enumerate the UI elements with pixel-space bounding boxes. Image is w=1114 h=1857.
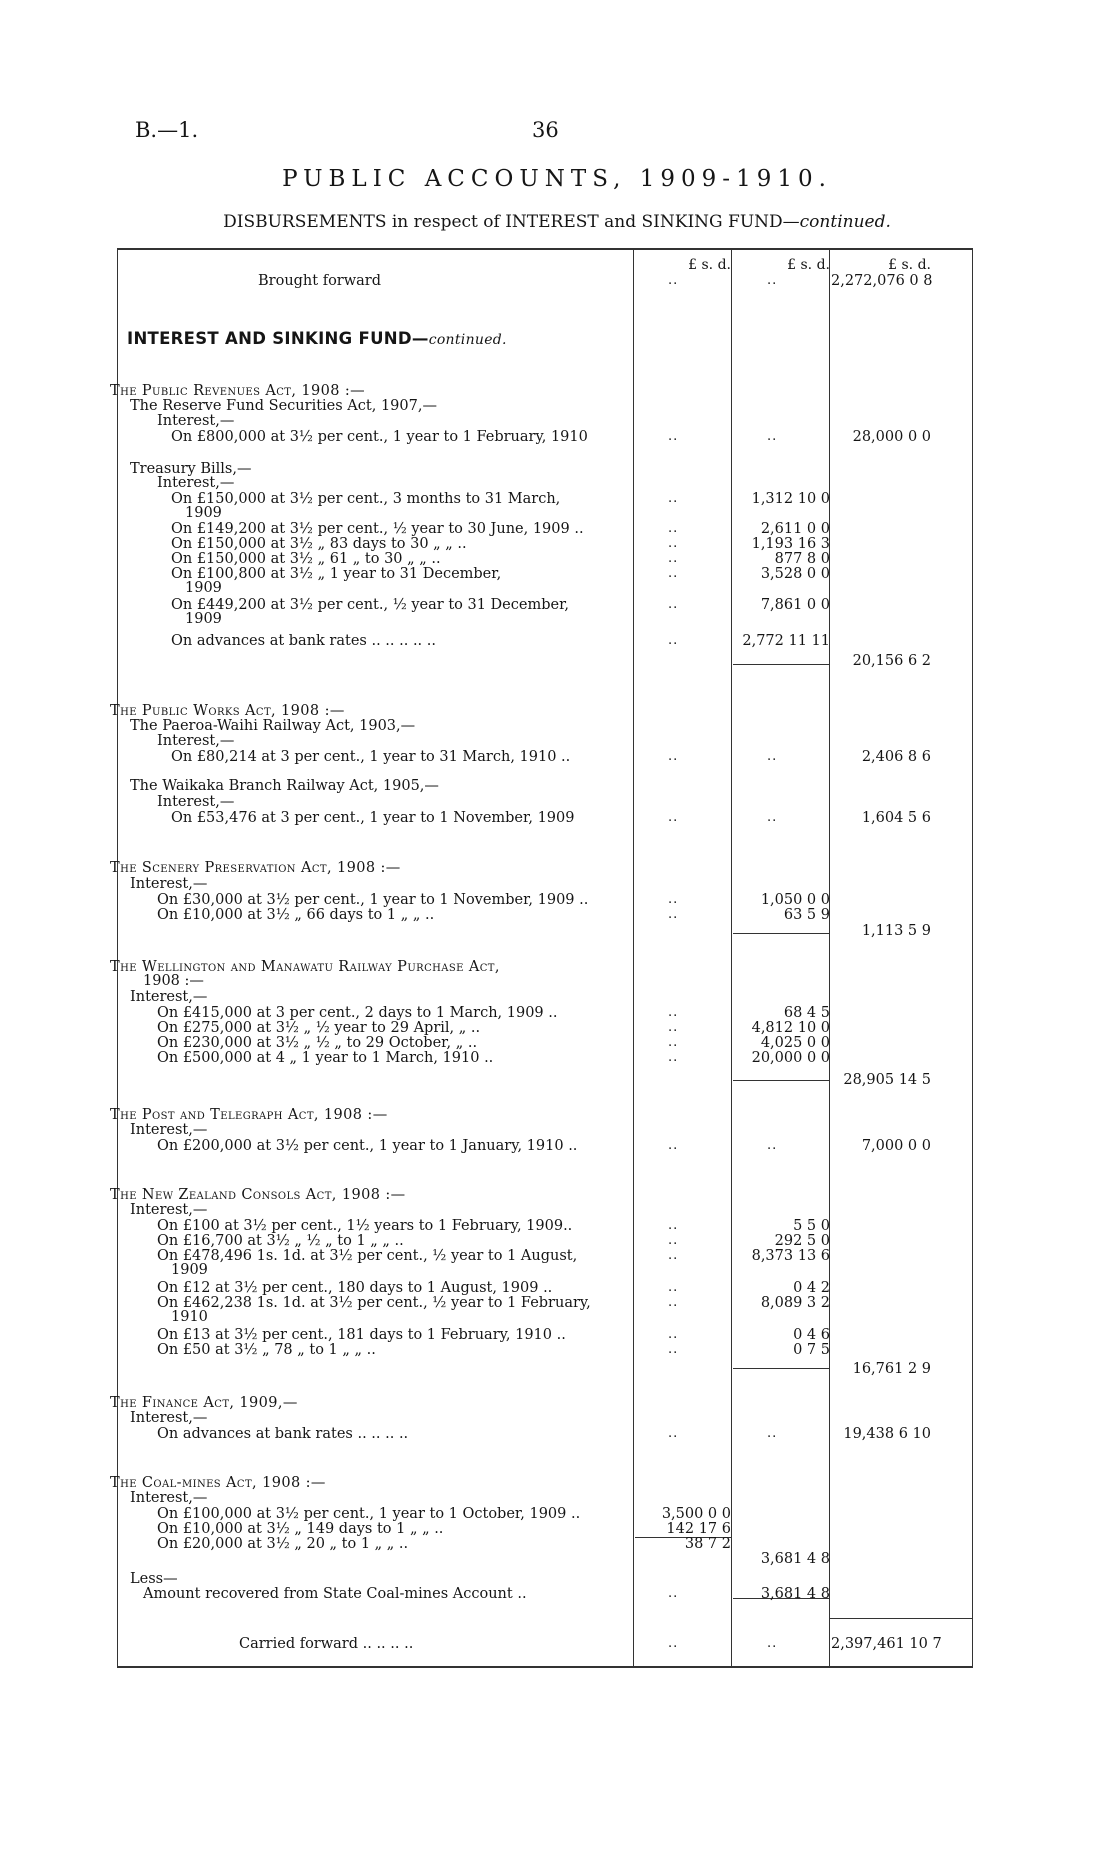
table-row: Interest,— [130, 989, 208, 1005]
row-text: Brought forward [258, 273, 382, 289]
table-row: On £415,000 at 3 per cent., 2 days to 1 March, 1909 .. .. 68 4 5 [157, 1005, 830, 1021]
subtotal-row [117, 922, 973, 940]
subtotal-row [117, 1360, 973, 1378]
table-row: On £149,200 at 3½ per cent., ½ year to 30 June, 1909 .. .. 2,611 0 0 [171, 521, 830, 537]
table-row: Interest,— [157, 413, 235, 429]
table-row: On £100 at 3½ per cent., 1½ years to 1 February, 1909.. .. 5 5 0 [157, 1218, 830, 1234]
table-row: On advances at bank rates .. .. .. .. .. .. 2,772 11 11 [171, 633, 830, 649]
table-row: On £10,000 at 3½ „ 66 days to 1 „ „ .. .. 63 5 9 [157, 907, 830, 923]
page-identifier: B.—1. [135, 118, 199, 142]
row-amount-c2: 5 5 0 [793, 1218, 830, 1234]
table-row: On £12 at 3½ per cent., 180 days to 1 August, 1909 .. .. 0 4 2 [157, 1280, 830, 1296]
subtitle-main: DISBURSEMENTS in respect of INTEREST and SINKING FUND— [223, 212, 800, 232]
table-row: Interest,— [130, 1410, 208, 1426]
table-row: 1910 [171, 1309, 208, 1325]
carried-forward-row: Carried forward .. .. .. .. .. .. 2,397,461 10 7 [239, 1636, 942, 1652]
table-row: Interest,— [130, 876, 208, 892]
table-row: On £16,700 at 3½ „ ½ „ to 1 „ „ .. .. 292 5 0 [157, 1233, 830, 1249]
row-amount-c1: 38 7 2 [684, 1536, 731, 1552]
row-amount-c3: 20,156 6 2 [852, 653, 931, 669]
table-row: 1909 [185, 611, 222, 627]
row-amount-c2: 3,681 4 8 [760, 1551, 830, 1567]
row-amount-c3: 1,604 5 6 [861, 810, 931, 826]
table-row: Interest,— [130, 1490, 208, 1506]
row-amount-c2: 1,312 10 0 [751, 491, 830, 507]
leader-dots: .. [668, 273, 679, 288]
subtotal-row [117, 652, 973, 670]
row-amount-c3: 7,000 0 0 [861, 1138, 931, 1154]
column-header-c2: £ s. d. [787, 257, 830, 273]
table-row: On £150,000 at 3½ per cent., 3 months to 31 March, .. 1,312 10 0 [171, 491, 830, 507]
row-amount-c3: 19,438 6 10 [843, 1426, 931, 1442]
row-amount-c3: 2,272,076 0 8 [831, 273, 933, 289]
table-row: On £10,000 at 3½ „ 149 days to 1 „ „ .. 142 17 6 [157, 1521, 731, 1537]
page-number: 36 [532, 118, 559, 142]
table-row: On £500,000 at 4 „ 1 year to 1 March, 1910 .. .. 20,000 0 0 [157, 1050, 830, 1066]
act-heading: The Finance Act, 1909,— [110, 1395, 298, 1411]
row-amount-c3: 2,397,461 10 7 [831, 1636, 942, 1652]
table-row: The Waikaka Branch Railway Act, 1905,— [130, 778, 439, 794]
row-amount-c1: 142 17 6 [666, 1521, 731, 1537]
column-header-c3: £ s. d. [888, 257, 931, 273]
row-amount-c2: 2,611 0 0 [760, 521, 830, 537]
row-amount-c2: 8,089 3 2 [760, 1295, 830, 1311]
row-amount-c2: 877 8 0 [774, 551, 830, 567]
table-bottom-rule [117, 1666, 973, 1668]
act-heading: The Wellington and Manawatu Railway Purchase Act, [110, 959, 500, 975]
row-amount-c2: 0 7 5 [793, 1342, 830, 1358]
row-amount-c2: 68 4 5 [783, 1005, 830, 1021]
table-row: Interest,— [157, 794, 235, 810]
leader-dots: .. [767, 273, 778, 288]
table-row: On £462,238 1s. 1d. at 3½ per cent., ½ year to 1 February, .. 8,089 3 2 [157, 1295, 830, 1311]
table-row: On £20,000 at 3½ „ 20 „ to 1 „ „ .. 38 7 2 [157, 1536, 731, 1552]
table-row: 1909 [185, 580, 222, 596]
row-amount-c2: 8,373 13 6 [751, 1248, 830, 1264]
column-header-c1: £ s. d. [688, 257, 731, 273]
table-row: On £449,200 at 3½ per cent., ½ year to 31 December, .. 7,861 0 0 [171, 597, 830, 613]
table-row: On advances at bank rates .. .. .. .. .. .. 19,438 6 10 [157, 1426, 931, 1442]
row-amount-c3: 2,406 8 6 [861, 749, 931, 765]
table-row: The Paeroa-Waihi Railway Act, 1903,— [130, 718, 416, 734]
table-row: The Reserve Fund Securities Act, 1907,— [130, 398, 437, 414]
table-row: On £50 at 3½ „ 78 „ to 1 „ „ .. .. 0 7 5 [157, 1342, 830, 1358]
row-amount-c2: 20,000 0 0 [751, 1050, 830, 1066]
subtotal-row [117, 1071, 973, 1089]
row-amount-c2: 63 5 9 [783, 907, 830, 923]
table-row: On £230,000 at 3½ „ ½ „ to 29 October, „ .. .. 4,025 0 0 [157, 1035, 830, 1051]
row-amount-c2: 4,025 0 0 [760, 1035, 830, 1051]
row-amount-c3: 28,000 0 0 [852, 429, 931, 445]
table-row: On £478,496 1s. 1d. at 3½ per cent., ½ year to 1 August, .. 8,373 13 6 [157, 1248, 830, 1264]
act-heading: The Public Revenues Act, 1908 :— [110, 383, 366, 399]
row-amount-c2: 1,193 16 3 [751, 536, 830, 552]
row-amount-c2: 0 4 6 [793, 1327, 830, 1343]
subtotal-row [117, 1550, 973, 1568]
page-title: PUBLIC ACCOUNTS, 1909-1910. [282, 166, 832, 192]
table-row: On £53,476 at 3 per cent., 1 year to 1 November, 1909 .. .. 1,604 5 6 [171, 810, 931, 826]
table-row: Treasury Bills,— [130, 461, 252, 477]
table-row [117, 272, 973, 290]
row-amount-c2: 0 4 2 [793, 1280, 830, 1296]
row-amount-c2: 2,772 11 11 [742, 633, 830, 649]
act-heading: The New Zealand Consols Act, 1908 :— [110, 1187, 406, 1203]
row-amount-c2: 4,812 10 0 [751, 1020, 830, 1036]
table-row: Amount recovered from State Coal-mines Account .. .. 3,681 4 8 [143, 1586, 830, 1602]
table-row: On £13 at 3½ per cent., 181 days to 1 February, 1910 .. .. 0 4 6 [157, 1327, 830, 1343]
table-row: On £100,000 at 3½ per cent., 1 year to 1 October, 1909 .. 3,500 0 0 [157, 1506, 731, 1522]
page-subtitle [0, 212, 1114, 232]
total-rule [829, 1618, 973, 1619]
table-row: 1908 :— [143, 973, 204, 989]
act-heading: The Post and Telegraph Act, 1908 :— [110, 1107, 388, 1123]
table-row: On £150,000 at 3½ „ 61 „ to 30 „ „ .. .. 877 8 0 [171, 551, 830, 567]
subtitle-continued: continued. [799, 212, 891, 232]
section-heading-continued: continued. [428, 332, 507, 348]
accounts-table [110, 248, 973, 1668]
table-row: On £30,000 at 3½ per cent., 1 year to 1 November, 1909 .. .. 1,050 0 0 [157, 892, 830, 908]
row-amount-c2: 7,861 0 0 [760, 597, 830, 613]
table-row: Interest,— [130, 1122, 208, 1138]
table-row: On £80,214 at 3 per cent., 1 year to 31 March, 1910 .. .. .. 2,406 8 6 [171, 749, 931, 765]
row-amount-c3: 28,905 14 5 [843, 1072, 931, 1088]
act-heading: The Scenery Preservation Act, 1908 :— [110, 860, 401, 876]
act-heading: The Public Works Act, 1908 :— [110, 703, 345, 719]
table-row: On £275,000 at 3½ „ ½ year to 29 April, „ .. .. 4,812 10 0 [157, 1020, 830, 1036]
table-top-rule [117, 248, 973, 250]
table-row: Interest,— [130, 1202, 208, 1218]
row-amount-c2: 292 5 0 [774, 1233, 830, 1249]
act-heading: The Coal-mines Act, 1908 :— [110, 1475, 326, 1491]
row-amount-c3: 16,761 2 9 [852, 1361, 931, 1377]
section-heading-text: INTEREST AND SINKING FUND— [127, 329, 429, 348]
table-row: 1909 [185, 505, 222, 521]
table-row: 1909 [171, 1262, 208, 1278]
section-heading [117, 328, 973, 350]
row-amount-c2: 1,050 0 0 [760, 892, 830, 908]
table-row: On £100,800 at 3½ „ 1 year to 31 December, .. 3,528 0 0 [171, 566, 830, 582]
row-amount-c2: 3,528 0 0 [760, 566, 830, 582]
row-amount-c3: 1,113 5 9 [861, 923, 931, 939]
table-row: Less— [130, 1571, 178, 1587]
row-amount-c1: 3,500 0 0 [661, 1506, 731, 1522]
table-row: On £800,000 at 3½ per cent., 1 year to 1 February, 1910 .. .. 28,000 0 0 [171, 429, 931, 445]
table-row: Interest,— [157, 733, 235, 749]
row-amount-c2: 3,681 4 8 [760, 1586, 830, 1602]
table-row: On £150,000 at 3½ „ 83 days to 30 „ „ .. .. 1,193 16 3 [171, 536, 830, 552]
table-row: On £200,000 at 3½ per cent., 1 year to 1 January, 1910 .. .. .. 7,000 0 0 [157, 1138, 931, 1154]
table-row: Interest,— [157, 475, 235, 491]
